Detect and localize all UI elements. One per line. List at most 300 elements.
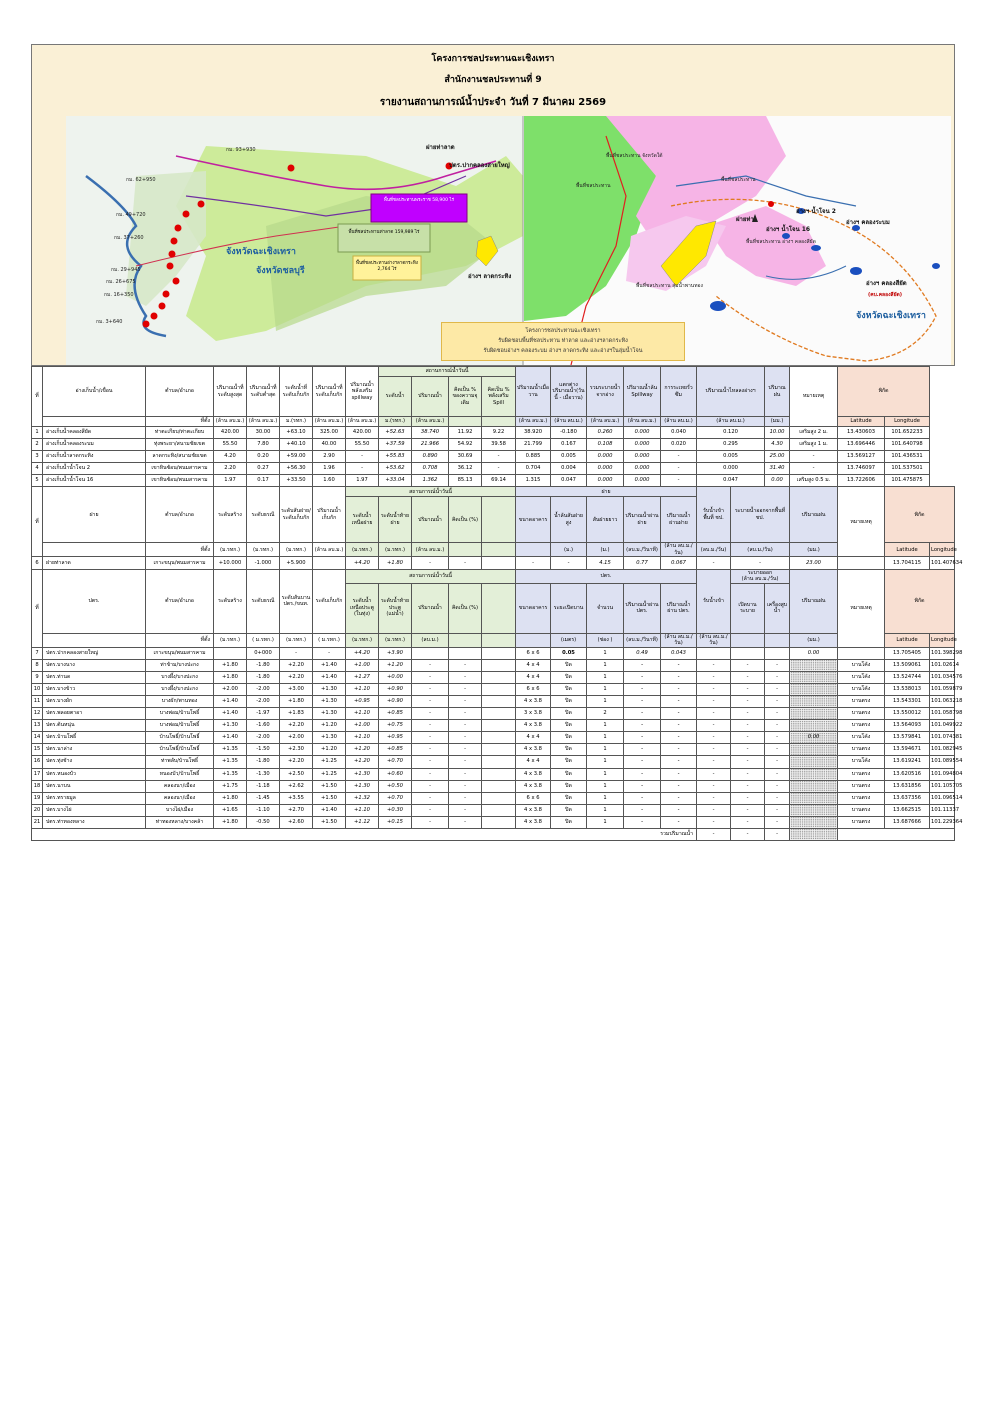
reservoir-row — [32, 427, 955, 439]
cell-loc: ทุ่งพระยา/สนามชัยเขต — [146, 439, 214, 451]
cell-up: +1.10 — [346, 683, 379, 695]
cell-flow1: - — [624, 804, 661, 816]
t3-hdr-down: ระดับน้ำท้ายประตู (แม่น้ำ) — [379, 583, 412, 633]
cell-no: 16 — [32, 756, 43, 768]
cell-lat: 13.687666 — [885, 816, 930, 828]
cell-pct: - — [449, 768, 482, 780]
t1-unit: (ล้าน ลบ.ม.) — [551, 417, 587, 427]
cell-vol: - — [412, 804, 449, 816]
cell-blank — [482, 744, 516, 756]
cell-up: +1.00 — [346, 720, 379, 732]
cell-count: 1 — [587, 768, 624, 780]
cell-inflow: 0.120 — [697, 427, 765, 439]
cell-size: 4 x 3.8 — [516, 695, 551, 707]
cell-note: บานตรง — [838, 695, 885, 707]
cell-spct: 54.92 — [449, 439, 482, 451]
t3-hdr-d1: เปิดบานระบาย — [731, 583, 765, 633]
t1-hdr-rain: ปริมาณฝน — [765, 367, 790, 417]
cell-up: +1.12 — [346, 816, 379, 828]
cell-d2 — [765, 647, 790, 659]
cell-svol: 21.966 — [412, 439, 449, 451]
cell-lat: 13.705405 — [885, 647, 930, 659]
t3-unit: (ม.รทก.) — [379, 633, 412, 647]
cell-size: 6 x 6 — [516, 683, 551, 695]
cell-open: 0.05 — [551, 647, 587, 659]
cell-loc: ท่าข้าม/บางปะกง — [146, 659, 214, 671]
cell-inflow: - — [697, 780, 731, 792]
cell-flow1: - — [624, 768, 661, 780]
t1-hdr-coords: พิกัด — [838, 367, 930, 417]
cell-no: 7 — [32, 647, 43, 659]
cell-store: +1.50 — [313, 816, 346, 828]
cell-note: บานตรง — [838, 792, 885, 804]
cell-down: +0.00 — [379, 671, 412, 683]
cell-note: เสริมสูง 1 ม. — [790, 439, 838, 451]
cell-cmin: 30.00 — [247, 427, 280, 439]
cell-build: +1.80 — [214, 671, 247, 683]
t2-hdr-len: สันฝายยาว — [587, 497, 624, 543]
t3-hdr-flow2: ปริมาณน้ำผ่าน ปตร. — [661, 583, 697, 633]
cell-no: 6 — [32, 557, 43, 569]
cell-flow1: - — [624, 816, 661, 828]
t1-hdr-yesterday: ปริมาณน้ำเมื่อวาน — [516, 367, 551, 417]
cell-d1: - — [731, 780, 765, 792]
cell-cmin: 7.80 — [247, 439, 280, 451]
cell-note: บานตรง — [838, 744, 885, 756]
t3-hdr-lon: Longitude — [930, 633, 955, 647]
cell-size: 4 x 3.8 — [516, 720, 551, 732]
cell-flow2: - — [661, 756, 697, 768]
cell-no: 9 — [32, 671, 43, 683]
cell-open: ปิด — [551, 804, 587, 816]
cell-flow2: - — [661, 744, 697, 756]
cell-count: 1 — [587, 756, 624, 768]
t3-hdr-rain: ปริมาณฝน — [790, 569, 838, 633]
irrigation-map — [66, 116, 951, 365]
cell-pct: - — [449, 671, 482, 683]
weir-row — [32, 557, 955, 569]
t3-hdr-up: ระดับน้ำเหนือประตู (ในทุ่ง) — [346, 583, 379, 633]
t2-unit: (ม.รทก.) — [214, 543, 247, 557]
cell-lat: 13.722606 — [838, 475, 885, 487]
t3-hdr-location: ตำบล/อำเภอ — [146, 569, 214, 633]
cell-build — [214, 647, 247, 659]
t2-hdr-out: ระบายน้ำออกจากพื้นที่ ชป. — [731, 487, 790, 543]
cell-inflow: - — [697, 744, 731, 756]
cell-down: +0.90 — [379, 683, 412, 695]
cell-down: +1.80 — [379, 557, 412, 569]
cell-lon: 101.049922 — [930, 720, 955, 732]
cell-vol: - — [412, 683, 449, 695]
cell-count: 1 — [587, 647, 624, 659]
t3-hdr-size: ขนาดอาคาร — [516, 583, 551, 633]
gate-row — [32, 732, 955, 744]
cell-store: +1.40 — [313, 671, 346, 683]
cell-rain: 0.00 — [790, 647, 838, 659]
cell-vol: - — [412, 768, 449, 780]
t2-unit: (ล้าน ลบ.ม.) — [313, 543, 346, 557]
cell-note: เสริมสูง 0.5 ม. — [790, 475, 838, 487]
cell-rain — [790, 744, 838, 756]
cell-crest: +3.55 — [280, 792, 313, 804]
cell-loc: เกาะขนุน/พนมสารคาม — [146, 647, 214, 659]
t1-unit: ม.(รทก.) — [280, 417, 313, 427]
cell-count: 1 — [587, 659, 624, 671]
cell-build: +1.80 — [214, 659, 247, 671]
cell-no: 18 — [32, 780, 43, 792]
t3-hdr-bottom: ระดับธรณี — [247, 569, 280, 633]
cell-up: +1.20 — [346, 756, 379, 768]
cell-lon: 101.436531 — [885, 451, 930, 463]
cell-d1: - — [731, 768, 765, 780]
cell-no: 17 — [32, 768, 43, 780]
cell-rain — [790, 671, 838, 683]
summary-row — [32, 828, 955, 840]
cell-down: +0.50 — [379, 780, 412, 792]
cell-crest: +2.20 — [280, 671, 313, 683]
t3-hdr-lat: Latitude — [885, 633, 930, 647]
cell-slvl: +55.83 — [379, 451, 412, 463]
cell-blank — [482, 659, 516, 671]
t2-unit: (ม.) — [587, 543, 624, 557]
gate-row — [32, 659, 955, 671]
cell-crest: +2.20 — [280, 756, 313, 768]
cell-lat: 13.564093 — [885, 720, 930, 732]
cell-loc: ท่าพลับ/บ้านโพธิ์ — [146, 756, 214, 768]
t1-hdr-name: อ่างเก็บน้ำ/เขื่อน — [43, 367, 146, 417]
cell-rain — [790, 768, 838, 780]
cell-flow1: - — [624, 683, 661, 695]
cell-lon: 101.082945 — [930, 744, 955, 756]
cell-pct — [449, 647, 482, 659]
cell-flow1: - — [624, 780, 661, 792]
cell-diff: 0.047 — [551, 475, 587, 487]
cell-inflow: - — [697, 732, 731, 744]
cell-blank — [482, 816, 516, 828]
cell-len: 4.15 — [587, 557, 624, 569]
cell-vol: - — [412, 792, 449, 804]
km-label: กม. 37+260 — [114, 235, 144, 241]
cell-high: - — [551, 557, 587, 569]
cell-diff: 0.004 — [551, 463, 587, 475]
cell-name: ปตร.ต้นหนุ่น — [43, 720, 146, 732]
cell-store: +1.25 — [313, 756, 346, 768]
cell-name: อ่างเก็บน้ำคลองระบม — [43, 439, 146, 451]
t3-hdr-drain-title: ระบายออก — [747, 569, 773, 576]
cell-pct: - — [449, 744, 482, 756]
cell-inflow: - — [697, 695, 731, 707]
cell-crest: - — [280, 647, 313, 659]
cell-rain — [790, 804, 838, 816]
cell-down: +0.70 — [379, 792, 412, 804]
map-label-area-5: พื้นที่ชลประทาน — [576, 183, 611, 189]
report-header — [31, 44, 955, 366]
t3-hdr-flow1: ปริมาณน้ำผ่าน ปตร. — [624, 583, 661, 633]
t2-hdr-lon: Longitude — [930, 543, 955, 557]
cell-no: 3 — [32, 451, 43, 463]
cell-flow1: - — [624, 756, 661, 768]
cell-lat: 13.430603 — [838, 427, 885, 439]
t1-hdr-slevel: ระดับน้ำ — [379, 377, 412, 417]
cell-blank — [482, 708, 516, 720]
cell-cstore: 1.60 — [313, 475, 346, 487]
cell-name: ปตร.หนองบัว — [43, 768, 146, 780]
cell-loc: ลาดกระทิง/สนามชัยเขต — [146, 451, 214, 463]
t3-unit-empty — [482, 633, 516, 647]
gate-row — [32, 792, 955, 804]
cell-slvl: +37.59 — [379, 439, 412, 451]
cell-d2: - — [765, 804, 790, 816]
cell-lat: 13.579841 — [885, 732, 930, 744]
cell-down: +0.75 — [379, 720, 412, 732]
t2-unit-empty — [516, 543, 551, 557]
cell-inflow: - — [697, 557, 731, 569]
cell-name: ฝายท่าลาด — [43, 557, 146, 569]
cell-blank — [482, 780, 516, 792]
cell-flow2: - — [661, 683, 697, 695]
cell-vol: - — [412, 744, 449, 756]
t1-hdr-spillway: ปริมาณน้ำล้น Spillway — [624, 367, 661, 417]
cell-lon: 101.059879 — [930, 683, 955, 695]
cell-slvl: +33.04 — [379, 475, 412, 487]
cell-flow1: - — [624, 732, 661, 744]
cell-loc: ท่าตะเกียบ/ท่าตะเกียบ — [146, 427, 214, 439]
t1-unit: (ล้าน ลบ.ม.) — [247, 417, 280, 427]
t1-hdr-svolume: ปริมาณน้ำ — [412, 377, 449, 417]
cell-lat: 13.704115 — [885, 557, 930, 569]
cell-d2: - — [765, 768, 790, 780]
cell-name: ปตร.ทรายมูล — [43, 792, 146, 804]
cell-size: 4 x 4 — [516, 732, 551, 744]
gate-row — [32, 720, 955, 732]
gate-row — [32, 647, 955, 659]
cell-inflow: 0.005 — [697, 451, 765, 463]
cell-name: ปตร.บ้านโพธิ์ — [43, 732, 146, 744]
t1-unit: (ล้าน ลบ.ม.) — [346, 417, 379, 427]
cell-flow2: - — [661, 732, 697, 744]
cell-flow1: - — [624, 792, 661, 804]
cell-up: +1.30 — [346, 768, 379, 780]
t1-hdr-diff: แตกต่างปริมาณน้ำ(วันนี้ - เมื่อวาน) — [551, 367, 587, 417]
t3-hdr-gate: ปตร. — [516, 569, 697, 583]
cell-pct: - — [449, 659, 482, 671]
cell-lvl: +33.50 — [280, 475, 313, 487]
cell-up: +1.00 — [346, 659, 379, 671]
cell-inflow: - — [697, 671, 731, 683]
cell-svol: 1.362 — [412, 475, 449, 487]
map-label-siyat-note: (คบ.คลองสียัด) — [868, 292, 903, 298]
cell-down: +0.85 — [379, 708, 412, 720]
reservoir-row — [32, 451, 955, 463]
t3-unit: (ลบ.ม./วินาที) — [624, 633, 661, 647]
cell-vol: - — [412, 671, 449, 683]
reservoir-rows — [32, 427, 955, 487]
t3-hdr-count: จำนวน — [587, 583, 624, 633]
cell-cmax: 1.97 — [214, 475, 247, 487]
cell-d1: - — [731, 720, 765, 732]
cell-note: บานตรง — [838, 720, 885, 732]
t3-hdr-store: ระดับเก็บกัก — [313, 569, 346, 633]
cell-inflow: - — [697, 659, 731, 671]
cell-lvl: +63.10 — [280, 427, 313, 439]
t1-unit-empty — [449, 417, 482, 427]
cell-lon: 101.398298 — [930, 647, 955, 659]
cell-flow2: 0.067 — [661, 557, 697, 569]
cell-lon: 101.096514 — [930, 792, 955, 804]
t3-hdr-pct: คิดเป็น (%) — [449, 583, 482, 633]
map-caption-line: โครงการชลประทานฉะเชิงเทรา — [525, 328, 601, 334]
cell-yest: 0.885 — [516, 451, 551, 463]
cell-vol: - — [412, 816, 449, 828]
t2-unit: (ม.รทก.) — [379, 543, 412, 557]
map-label-gate: ปตร.ปากคลองสายใหญ่ — [449, 162, 510, 169]
cell-blank — [482, 720, 516, 732]
cell-name: ปตร.พลอยตาอา — [43, 708, 146, 720]
cell-pct: - — [449, 708, 482, 720]
map-label-reservoir-jon16: อ่างฯ น้ำโจน 16 — [766, 226, 811, 233]
map-label-reservoir-lat: อ่างฯ ลาดกระทิง — [468, 273, 512, 280]
cell-yest: 38.920 — [516, 427, 551, 439]
map-caption — [441, 322, 685, 361]
t2-hdr-up: ระดับน้ำเหนือฝาย — [346, 497, 379, 543]
cell-yest: 1.315 — [516, 475, 551, 487]
t1-unit-empty — [482, 417, 516, 427]
cell-build: +1.80 — [214, 816, 247, 828]
t1-unit: (ล้าน ลบ.ม.) — [313, 417, 346, 427]
t3-hdr-build: ระดับสร้าง — [214, 569, 247, 633]
cell-name: ปตร.บางนาง — [43, 659, 146, 671]
t3-hdr-note: หมายเหตุ — [838, 569, 885, 647]
t2-hdr-size: ขนาดอาคาร — [516, 497, 551, 543]
cell-size: 4 x 4 — [516, 671, 551, 683]
cell-cmax: 2.20 — [214, 463, 247, 475]
cell-vol: - — [412, 732, 449, 744]
cell-loc: เกาะขนุน/พนมสารคาม — [146, 557, 214, 569]
cell-crest: +2.20 — [280, 659, 313, 671]
cell-flow2: - — [661, 720, 697, 732]
t1-hdr-capmin: ปริมาณน้ำที่ระดับต่ำสุด — [247, 367, 280, 417]
cell-rel: 0.000 — [587, 475, 624, 487]
t1-hdr-inflow: ปริมาณน้ำไหลลงอ่างฯ — [697, 367, 765, 417]
t2-hdr-store: ปริมาณน้ำเก็บกัก — [313, 487, 346, 543]
cell-inflow: - — [697, 756, 731, 768]
gate-rows — [32, 647, 963, 828]
cell-svol: 38.740 — [412, 427, 449, 439]
cell-vol: - — [412, 557, 449, 569]
t2-hdr-situation: สถานการณ์น้ำวันนี้ — [346, 487, 516, 497]
cell-rain — [790, 708, 838, 720]
cell-bottom: -1.50 — [247, 744, 280, 756]
t1-hdr-spctspill: คิดเป็น % พลังเสริม Spill — [482, 377, 516, 417]
t2-unit: (ล้าน ลบ.ม./วัน) — [661, 543, 697, 557]
cell-name: ปตร.นาบน — [43, 780, 146, 792]
cell-blank — [482, 557, 516, 569]
cell-flow1: - — [624, 695, 661, 707]
cell-build: +1.40 — [214, 732, 247, 744]
cell-bottom: -1.000 — [247, 557, 280, 569]
cell-d2: - — [765, 695, 790, 707]
cell-store: +1.50 — [313, 792, 346, 804]
cell-store: - — [313, 647, 346, 659]
cell-cmin: 0.17 — [247, 475, 280, 487]
t2-unit: (ลบ.ม./วินาที) — [624, 543, 661, 557]
cell-lat: 13.662515 — [885, 804, 930, 816]
cell-rain: 0.00 — [790, 732, 838, 744]
t2-hdr-bottom: ระดับธรณี — [247, 487, 280, 543]
cell-rain: 0.00 — [765, 475, 790, 487]
cell-d1: - — [731, 816, 765, 828]
cell-note: บานตรง — [838, 816, 885, 828]
cell-pct: - — [449, 732, 482, 744]
cell-name: อ่างเก็บน้ำน้ำโจน 2 — [43, 463, 146, 475]
map-label-area-4: พื้นที่ชลประทาน — [721, 177, 756, 183]
cell-note: บานโค้ง — [838, 732, 885, 744]
cell-lon: 101.094804 — [930, 768, 955, 780]
cell-store: +1.25 — [313, 768, 346, 780]
cell-up: +1.10 — [346, 732, 379, 744]
t3-hdr-crest: ระดับสันบานปตร./ขนท. — [280, 569, 313, 633]
cell-store: +1.40 — [313, 659, 346, 671]
cell-inflow: - — [697, 708, 731, 720]
cell-d1: - — [731, 756, 765, 768]
cell-no: 2 — [32, 439, 43, 451]
cell-inflow: 0.295 — [697, 439, 765, 451]
cell-blank — [482, 671, 516, 683]
t2-hdr-rain: ปริมาณฝน — [790, 487, 838, 543]
t2-unit: (ล้าน ลบ.ม.) — [412, 543, 449, 557]
cell-no: 1 — [32, 427, 43, 439]
cell-bottom: -1.97 — [247, 708, 280, 720]
t1-hdr-location-sub: ที่ตั้ง — [146, 417, 214, 427]
office-title: สำนักงานชลประทานที่ 9 — [444, 75, 542, 85]
t2-hdr-pct: คิดเป็น (%) — [449, 497, 482, 543]
map-caption-line: รับผิดชอบอ่างฯ คลองระบม อ่างฯ ลาดกระทิง และอ่างฯในลุ่มน้ำโจน — [483, 348, 643, 354]
cell-size: 6 x 6 — [516, 792, 551, 804]
cell-spw: 0.000 — [624, 451, 661, 463]
cell-bottom: -0.50 — [247, 816, 280, 828]
t1-unit: (มม.) — [765, 417, 790, 427]
cell-lon: 101.229364 — [930, 816, 955, 828]
cell-flow2: - — [661, 671, 697, 683]
gate-row — [32, 780, 955, 792]
cell-bottom: -1.80 — [247, 659, 280, 671]
cell-open: ปิด — [551, 732, 587, 744]
map-label-reservoir-rabom: อ่างฯ คลองระบม — [846, 219, 890, 226]
cell-note: บานโค้ง — [838, 683, 885, 695]
cell-bottom: -1.10 — [247, 804, 280, 816]
t3-hdr-no: ที่ — [32, 569, 43, 647]
cell-no: 4 — [32, 463, 43, 475]
cell-size: 4 x 3.8 — [516, 744, 551, 756]
t1-hdr-spct: คิดเป็น % ของความจุเดิม — [449, 377, 482, 417]
map-box-yellow-label: พื้นที่ชลประทานอ่างฯลาดกระทิง 2,764 ไร่ — [356, 261, 418, 272]
cell-open: ปิด — [551, 816, 587, 828]
cell-bottom: -1.80 — [247, 756, 280, 768]
cell-lat: 13.620516 — [885, 768, 930, 780]
cell-flow2: - — [661, 708, 697, 720]
cell-d2: - — [765, 732, 790, 744]
km-label: กม. 16+350 — [104, 292, 134, 298]
t2-hdr-lat: Latitude — [885, 543, 930, 557]
t3-hdr-empty — [43, 633, 146, 647]
cell-up: +1.32 — [346, 792, 379, 804]
t3-unit: (ล้าน ลบ.ม./วัน) — [661, 633, 697, 647]
cell-out: - — [731, 557, 790, 569]
cell-store: +1.50 — [313, 780, 346, 792]
t3-unit: (เมตร) — [551, 633, 587, 647]
cell-d2: - — [765, 744, 790, 756]
summary-v2: - — [731, 828, 765, 840]
